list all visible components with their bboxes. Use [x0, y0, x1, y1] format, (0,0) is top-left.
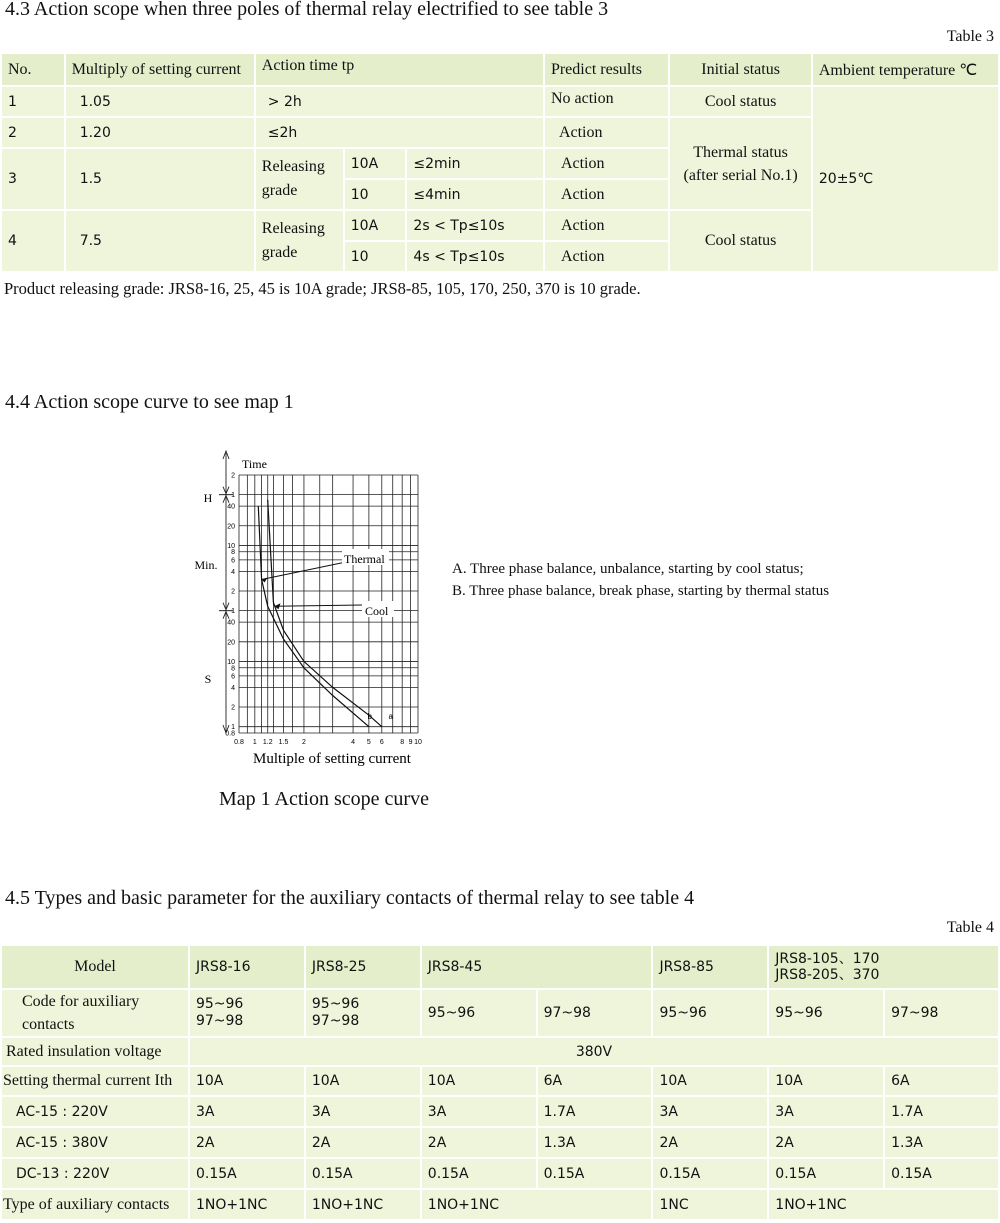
row-time: ≤2min	[407, 149, 543, 178]
y-group-label-h: H	[203, 491, 213, 505]
y-tick-label: 10	[227, 658, 235, 666]
header-action-time: Action time tp	[256, 54, 543, 85]
x-tick-label: 10	[414, 739, 422, 746]
ac380-row	[2, 1128, 998, 1157]
table-3-caption: Table 3	[946, 28, 994, 45]
code-value: 95~96	[311, 996, 360, 1012]
x-tick-label: 0.8	[234, 739, 244, 746]
code-jrs8-25	[306, 990, 420, 1036]
row-predict: Action	[545, 242, 668, 271]
table-cell: 0.15A	[422, 1159, 536, 1188]
model-label: Model	[2, 946, 188, 988]
table-3-header-row	[2, 54, 998, 85]
code-value: 97~98	[195, 1013, 244, 1029]
table-cell: 1.7A	[885, 1097, 998, 1126]
model-jrs8-105-370	[769, 946, 998, 988]
row-no: 2	[2, 118, 64, 147]
y-tick-label: 0.8	[225, 730, 235, 738]
y-tick-label: 1	[231, 492, 235, 500]
y-tick-label: 2	[231, 472, 235, 480]
y-tick-label: 20	[227, 639, 235, 647]
row-predict: No action	[545, 87, 668, 116]
row-grade: 10	[345, 242, 406, 271]
code-value: 97~98	[538, 990, 652, 1036]
table-cell: 10A	[190, 1067, 304, 1095]
voltage-row	[2, 1038, 998, 1065]
row-multiply: 1.20	[66, 118, 254, 147]
header-predict: Predict results	[545, 54, 668, 85]
model-jrs8-85: JRS8-85	[653, 946, 767, 988]
table-cell: 1NO+1NC	[306, 1190, 420, 1219]
table-4	[0, 944, 1000, 1221]
code-value: 95~96	[422, 990, 536, 1036]
map-1-caption: Map 1 Action scope curve	[219, 788, 429, 810]
releasing-grade-label: Releasing grade	[256, 149, 343, 209]
ith-label: Setting thermal current Ith	[2, 1067, 188, 1095]
table-cell: 2A	[769, 1128, 883, 1157]
code-value: 97~98	[885, 990, 998, 1036]
x-tick-label: 4	[351, 739, 356, 746]
ambient-value: 20±5℃	[813, 87, 998, 271]
x-tick-label: 2	[301, 739, 306, 746]
annotation-a: A. Three phase balance, unbalance, starting by cool status;	[452, 561, 804, 577]
table-cell: 10A	[653, 1067, 767, 1095]
model-jrs8-16: JRS8-16	[190, 946, 304, 988]
code-row	[2, 990, 998, 1036]
chart-annotations	[452, 558, 829, 602]
ac380-label: AC-15 : 380V	[2, 1128, 188, 1157]
row-multiply: 1.05	[66, 87, 254, 116]
y-tick-label: 8	[231, 549, 235, 557]
series-label-thermal: Thermal	[344, 552, 385, 566]
annotation-b: B. Three phase balance, break phase, starting by thermal status	[452, 583, 830, 599]
x-tick-label: 1.2	[262, 739, 273, 746]
ith-row	[2, 1067, 998, 1095]
table-cell: 6A	[885, 1067, 998, 1095]
cool-pointer	[274, 605, 362, 606]
table-cell: 1.3A	[538, 1128, 652, 1157]
y-tick-label: 4	[231, 684, 235, 692]
table-cell: 3A	[306, 1097, 420, 1126]
table-cell: 10A	[306, 1067, 420, 1095]
row-grade: 10	[345, 180, 406, 209]
x-tick-label: 5	[366, 739, 371, 746]
table-cell: 0.15A	[769, 1159, 883, 1188]
table-cell: 0.15A	[538, 1159, 652, 1188]
y-tick-label: 40	[227, 503, 235, 511]
x-tick-label: 1	[252, 739, 257, 746]
y-tick-label: 1	[231, 724, 235, 732]
row-time: ≤4min	[407, 180, 543, 209]
table-cell: 10A	[769, 1067, 883, 1095]
table-4-caption: Table 4	[946, 919, 994, 936]
row-no: 3	[2, 149, 64, 209]
section-4-4-heading: 4.4 Action scope curve to see map 1	[5, 391, 294, 413]
table-cell: 1NC	[653, 1190, 767, 1219]
table-cell: 2A	[306, 1128, 420, 1157]
row-grade: 10A	[345, 211, 406, 240]
code-label: Code for auxiliary contacts	[2, 990, 188, 1036]
row-multiply: 7.5	[66, 211, 254, 271]
releasing-grade-note: Product releasing grade: JRS8-16, 25, 45 is 10A grade; JRS8-85, 105, 170, 250, 370 is 10 grade.	[4, 279, 641, 298]
y-tick-label: 4	[231, 568, 235, 576]
chart-x-tick-labels	[234, 739, 422, 746]
series-label-cool: Cool	[365, 604, 389, 618]
voltage-label: Rated insulation voltage	[2, 1038, 188, 1065]
table-cell: 1NO+1NC	[422, 1190, 652, 1219]
row-time: ≤2h	[256, 118, 543, 147]
table-cell: 0.15A	[190, 1159, 304, 1188]
table-cell: 10A	[422, 1067, 536, 1095]
row-predict: Action	[545, 149, 668, 178]
thermal-status: Thermal status (after serial No.1)	[670, 118, 811, 209]
model-jrs8-45: JRS8-45	[422, 946, 652, 988]
dc220-label: DC-13 : 220V	[2, 1159, 188, 1188]
code-value: 97~98	[311, 1013, 360, 1029]
y-axis-label: Time	[242, 457, 267, 471]
y-tick-label: 20	[227, 523, 235, 531]
row-predict: Action	[545, 180, 668, 209]
model-jrs8-105-170: JRS8-105、170	[775, 951, 880, 967]
table-cell: 2A	[190, 1128, 304, 1157]
header-ambient: Ambient temperature ℃	[813, 54, 998, 85]
header-no: No.	[2, 54, 64, 85]
series-marker-b: b	[367, 712, 372, 722]
row-initial: Cool status	[670, 87, 811, 116]
row-predict: Action	[545, 211, 668, 240]
model-row	[2, 946, 998, 988]
table-cell: 2A	[653, 1128, 767, 1157]
chart-y-tick-labels	[225, 473, 235, 738]
row-time: > 2h	[256, 87, 543, 116]
table-3	[0, 52, 1000, 273]
x-tick-label: 8	[400, 739, 405, 746]
y-tick-label: 10	[227, 542, 235, 550]
table-cell: 1.7A	[538, 1097, 652, 1126]
table-cell: 1NO+1NC	[769, 1190, 998, 1219]
thermal-curve	[258, 506, 369, 727]
y-tick-label: 6	[231, 673, 235, 681]
series-marker-a: a	[388, 712, 394, 722]
ac220-row	[2, 1097, 998, 1126]
voltage-value: 380V	[190, 1038, 998, 1065]
table-cell: 0.15A	[653, 1159, 767, 1188]
table-cell: 2A	[422, 1128, 536, 1157]
table-cell: 1.3A	[885, 1128, 998, 1157]
type-row	[2, 1190, 998, 1219]
code-value: 95~96	[653, 990, 767, 1036]
x-tick-label: 6	[379, 739, 384, 746]
x-tick-label: 1.5	[278, 739, 289, 746]
table-cell: 0.15A	[306, 1159, 420, 1188]
section-4-3-heading: 4.3 Action scope when three poles of thermal relay electrified to see table 3	[5, 0, 609, 20]
y-tick-label: 8	[231, 665, 235, 673]
row-multiply: 1.5	[66, 149, 254, 209]
table-cell: 3A	[190, 1097, 304, 1126]
header-initial: Initial status	[670, 54, 811, 85]
model-jrs8-25: JRS8-25	[306, 946, 420, 988]
row-time: 4s < Tp≤10s	[407, 242, 543, 271]
row-predict: Action	[545, 118, 668, 147]
dc220-row	[2, 1159, 998, 1188]
row-time: 2s < Tp≤10s	[407, 211, 543, 240]
type-label: Type of auxiliary contacts	[2, 1190, 188, 1219]
table-cell: 6A	[538, 1067, 652, 1095]
row-grade: 10A	[345, 149, 406, 178]
code-jrs8-16	[190, 990, 304, 1036]
section-4-5-heading: 4.5 Types and basic parameter for the auxiliary contacts of thermal relay to see table 4	[5, 887, 695, 909]
y-group-label-min: Min.	[194, 558, 218, 572]
y-group-label-s: S	[204, 672, 212, 686]
x-axis-label: Multiple of setting current	[253, 751, 411, 767]
code-value: 95~96	[769, 990, 883, 1036]
row-no: 1	[2, 87, 64, 116]
table-cell: 1NO+1NC	[190, 1190, 304, 1219]
table-cell: 0.15A	[885, 1159, 998, 1188]
releasing-grade-label: Releasing grade	[256, 211, 343, 271]
table-cell: 3A	[422, 1097, 536, 1126]
row-no: 4	[2, 211, 64, 271]
ac220-label: AC-15 : 220V	[2, 1097, 188, 1126]
table-row	[2, 87, 998, 116]
code-value: 95~96	[195, 996, 244, 1012]
action-scope-chart	[180, 445, 470, 775]
y-tick-label: 6	[231, 557, 235, 565]
model-jrs8-205-370: JRS8-205、370	[775, 967, 880, 983]
y-tick-label: 2	[231, 704, 235, 712]
cool-status-4: Cool status	[670, 211, 811, 271]
header-multiply: Multiply of setting current	[66, 54, 254, 85]
table-cell: 3A	[653, 1097, 767, 1126]
x-tick-label: 9	[408, 739, 413, 746]
y-tick-label: 40	[227, 619, 235, 627]
y-tick-label: 2	[231, 588, 235, 596]
y-tick-label: 1	[231, 608, 235, 616]
table-cell: 3A	[769, 1097, 883, 1126]
